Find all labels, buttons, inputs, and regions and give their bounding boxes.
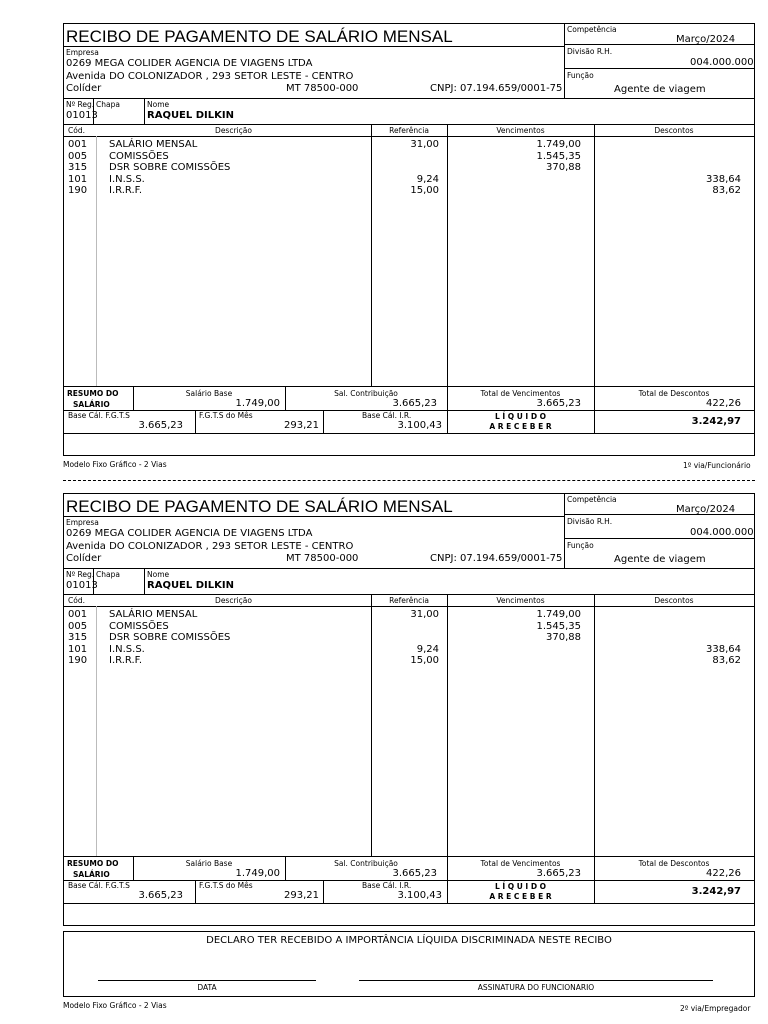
base-ir-label: Base Cál. I.R. [362,881,412,890]
col-venc-header: Vencimentos [496,596,545,605]
sal-contrib-value: 3.665,23 [392,398,437,409]
nreg-value: 01013 [66,110,98,121]
col-descontos-header: Descontos [654,596,694,605]
salario-base-value: 1.749,00 [235,868,280,879]
cidade-value: Colíder [66,83,102,94]
funcao-value: Agente de viagem [614,554,706,565]
divisao-label: Divisão R.H. [567,47,613,56]
item-earning: 370,88 [546,632,581,644]
liquido-label-1: L Í Q U I D O [494,412,547,421]
total-desc-value: 422,26 [706,398,741,409]
base-fgts-value: 3.665,23 [138,420,183,431]
sal-contrib-value: 3.665,23 [392,868,437,879]
item-deduction: 83,62 [712,185,741,197]
resumo-label-1: RESUMO DO [67,859,119,868]
base-ir-value: 3.100,43 [397,420,442,431]
item-code: 190 [68,185,88,197]
col-desc-header: Descrição [215,126,252,135]
item-earning: 1.749,00 [536,139,581,150]
cut-line [63,480,755,481]
funcao-label: Função [567,541,594,550]
base-fgts-label: Base Cál. F.G.T.S [68,411,130,420]
endereco-value: Avenida DO COLONIZADOR , 293 SETOR LESTE - CENTRO [66,541,354,552]
nreg-label: Nº Reg. [66,100,95,109]
item-description: I.R.R.F. [109,655,142,667]
item-deduction: 83,62 [712,655,741,667]
chapa-label: Chapa [96,570,120,579]
col-ref-header: Referência [389,126,429,135]
nome-value: RAQUEL DILKIN [147,110,234,121]
divisao-value: 004.000.000 [690,57,754,68]
item-code: 001 [68,139,88,150]
footer-copy-2: 2º via/Empregador [680,1004,751,1013]
item-description: I.R.R.F. [109,185,142,197]
col-venc-header: Vencimentos [496,126,545,135]
fgts-mes-label: F.G.T.S do Mês [199,881,253,890]
chapa-label: Chapa [96,100,120,109]
item-code: 190 [68,655,88,667]
col-cod-header: Cód. [68,596,85,605]
footer-model-1: Modelo Fixo Gráfico - 2 Vias [63,460,167,469]
liquido-label-1: L Í Q U I D O [494,882,547,891]
receipt-employee-copy [63,23,755,456]
empresa-value: 0269 MEGA COLIDER AGENCIA DE VIAGENS LTDA [66,58,313,69]
receipt-employer-copy [63,493,755,926]
nreg-label: Nº Reg. [66,570,95,579]
sal-contrib-label: Sal. Contribuição [334,389,398,398]
fgts-mes-label: F.G.T.S do Mês [199,411,253,420]
base-ir-value: 3.100,43 [397,890,442,901]
resumo-label-2: SALÁRIO [73,400,110,409]
nome-value: RAQUEL DILKIN [147,580,234,591]
nome-label: Nome [147,100,170,109]
item-earning: 1.749,00 [536,609,581,620]
data-label: DATA [197,983,217,992]
nome-label: Nome [147,570,170,579]
item-reference: 9,24 [416,643,439,655]
cnpj-value: CNPJ: 07.194.659/0001-75 [430,553,563,564]
declaration-text: DECLARO TER RECEBIDO A IMPORTÂNCIA LÍQUIDA DISCRIMINADA NESTE RECIBO [206,935,612,946]
empresa-label: Empresa [66,48,99,57]
liquido-label-2: A R E C E B E R [489,892,552,901]
funcao-label: Função [567,71,594,80]
nreg-value: 01013 [66,580,98,591]
liquido-label-2: A R E C E B E R [489,422,552,431]
item-code: 315 [68,162,88,174]
item-earning: 370,88 [546,162,581,174]
receipt-title: RECIBO DE PAGAMENTO DE SALÁRIO MENSAL [66,497,453,516]
item-reference: 15,00 [410,185,439,197]
item-description: DSR SOBRE COMISSÕES [109,632,231,644]
item-reference: 15,00 [410,655,439,667]
resumo-label-1: RESUMO DO [67,389,119,398]
total-desc-value: 422,26 [706,868,741,879]
fgts-mes-value: 293,21 [284,420,319,431]
total-desc-label: Total de Descontos [638,389,710,398]
total-venc-value: 3.665,23 [536,398,581,409]
col-cod-header: Cód. [68,126,85,135]
sal-contrib-label: Sal. Contribuição [334,859,398,868]
base-fgts-label: Base Cál. F.G.T.S [68,881,130,890]
item-code: 101 [68,643,88,655]
funcao-value: Agente de viagem [614,84,706,95]
item-description: COMISSÕES [109,150,169,162]
item-description: COMISSÕES [109,620,169,632]
divisao-label: Divisão R.H. [567,517,613,526]
item-description: DSR SOBRE COMISSÕES [109,162,231,174]
empresa-label: Empresa [66,518,99,527]
competencia-value: Março/2024 [676,504,736,515]
resumo-label-2: SALÁRIO [73,870,110,879]
base-fgts-value: 3.665,23 [138,890,183,901]
item-deduction: 338,64 [706,173,741,185]
empresa-value: 0269 MEGA COLIDER AGENCIA DE VIAGENS LTDA [66,528,313,539]
base-ir-label: Base Cál. I.R. [362,411,412,420]
assinatura-label: ASSINATURA DO FUNCIONARIO [477,983,595,992]
item-reference: 31,00 [410,139,439,150]
liquido-value: 3.242,97 [691,416,741,427]
item-code: 315 [68,632,88,644]
item-description: SALÁRIO MENSAL [109,139,198,150]
item-description: I.N.S.S. [109,173,145,185]
salario-base-label: Salário Base [185,859,233,868]
fgts-mes-value: 293,21 [284,890,319,901]
footer-model-2: Modelo Fixo Gráfico - 2 Vias [63,1001,167,1010]
item-deduction: 338,64 [706,643,741,655]
col-descontos-header: Descontos [654,126,694,135]
col-desc-header: Descrição [215,596,252,605]
salario-base-value: 1.749,00 [235,398,280,409]
uf-cep-value: MT 78500-000 [286,553,359,564]
total-venc-label: Total de Vencimentos [480,859,561,868]
salario-base-label: Salário Base [185,389,233,398]
item-reference: 9,24 [416,173,439,185]
item-code: 101 [68,173,88,185]
receipt-title: RECIBO DE PAGAMENTO DE SALÁRIO MENSAL [66,27,453,46]
signature-box [63,931,755,997]
total-venc-label: Total de Vencimentos [480,389,561,398]
total-venc-value: 3.665,23 [536,868,581,879]
item-earning: 1.545,35 [536,150,581,162]
competencia-label: Competência [567,25,617,34]
competencia-label: Competência [567,495,617,504]
uf-cep-value: MT 78500-000 [286,83,359,94]
item-description: SALÁRIO MENSAL [109,609,198,620]
item-reference: 31,00 [410,609,439,620]
cidade-value: Colíder [66,553,102,564]
cnpj-value: CNPJ: 07.194.659/0001-75 [430,83,563,94]
liquido-value: 3.242,97 [691,886,741,897]
divisao-value: 004.000.000 [690,527,754,538]
item-earning: 1.545,35 [536,620,581,632]
item-code: 001 [68,609,88,620]
col-ref-header: Referência [389,596,429,605]
item-description: I.N.S.S. [109,643,145,655]
competencia-value: Março/2024 [676,34,736,45]
item-code: 005 [68,150,88,162]
total-desc-label: Total de Descontos [638,859,710,868]
item-code: 005 [68,620,88,632]
endereco-value: Avenida DO COLONIZADOR , 293 SETOR LESTE - CENTRO [66,71,354,82]
footer-copy-1: 1º via/Funcionário [683,461,751,470]
